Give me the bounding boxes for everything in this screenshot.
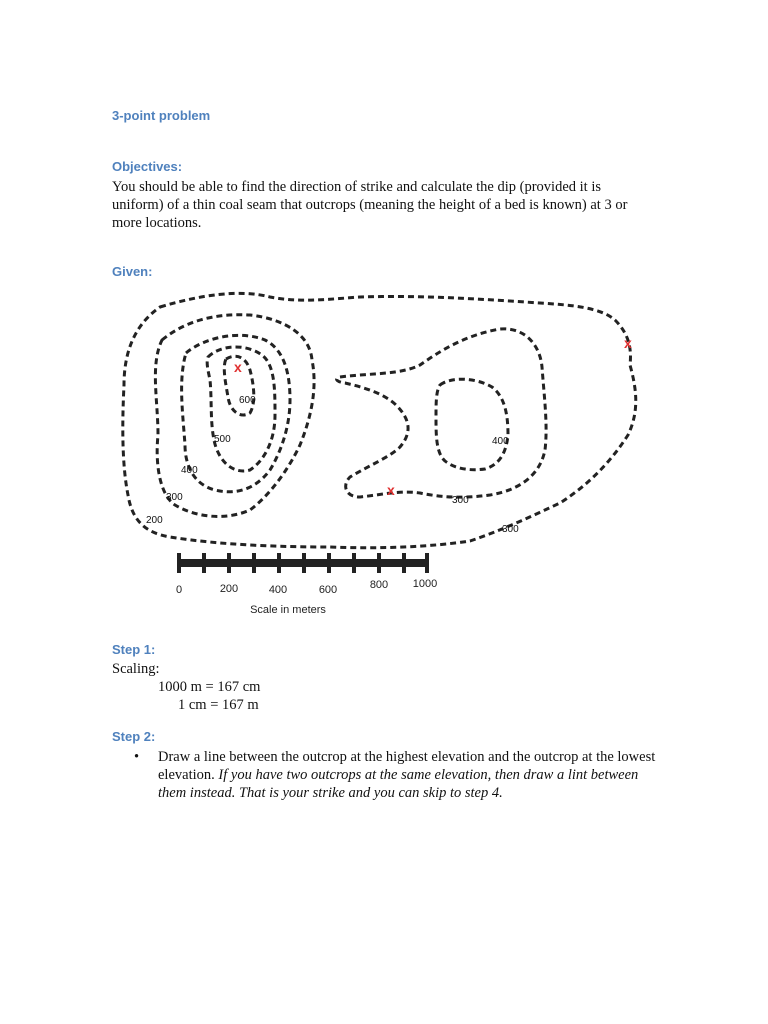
outcrop-marker: x — [387, 482, 395, 498]
scaling-label: Scaling: — [112, 661, 160, 677]
scaling-equation: 1000 m = 167 cm — [158, 679, 261, 695]
bullet: • — [134, 749, 140, 765]
contour-line — [155, 315, 314, 517]
objectives-text: You should be able to find the direction of strike and calculate the dip (provided it is uniform) of a thin coal seam that outcrops (meaning the height of a bed is known) at 3 or more locations. — [112, 179, 628, 231]
contour-label: 300 — [452, 495, 469, 506]
scale-tick-label: 800 — [369, 579, 389, 591]
step2-text: Draw a line between the outcrop at the highest elevation and the outcrop at the lowest elevation. — [158, 749, 656, 783]
contour-label: 500 — [214, 434, 231, 445]
scale-tick-label: 200 — [219, 583, 239, 595]
step1-heading: Step 1: — [112, 642, 156, 657]
topographic-map — [0, 285, 768, 625]
outcrop-marker: x — [234, 359, 242, 375]
scale-tick-label: 600 — [318, 584, 338, 596]
contour-line — [337, 329, 547, 497]
step2-list — [112, 748, 657, 802]
outcrop-markers — [234, 335, 632, 498]
scale-tick-label: 0 — [175, 584, 183, 596]
page-title: 3-point problem — [112, 108, 211, 123]
step2-italic-text: If you have two outcrops at the same elevation, then draw a lint between them instead. That is your strike and you can skip to step 4. — [158, 767, 639, 801]
contour-label: 400 — [492, 436, 509, 447]
scale-tick-label: 400 — [268, 584, 288, 596]
scaling-equation: 1 cm = 167 m — [178, 697, 259, 713]
contour-label: 600 — [239, 395, 256, 406]
scale-caption: Scale in meters — [250, 604, 326, 616]
list-item — [112, 748, 657, 802]
contour-label: 300 — [166, 492, 183, 503]
scale-bar — [176, 553, 437, 616]
given-heading: Given: — [112, 264, 153, 279]
contour-label: 300 — [502, 524, 519, 535]
contour-label: 200 — [146, 515, 163, 526]
objectives-heading: Objectives: — [112, 159, 183, 174]
contour-line — [436, 379, 508, 469]
step2-heading: Step 2: — [112, 729, 156, 744]
contour-line — [123, 293, 636, 547]
contour-label: 400 — [181, 465, 198, 476]
outcrop-marker: x — [624, 335, 632, 351]
scale-tick-label: 1000 — [412, 578, 438, 590]
